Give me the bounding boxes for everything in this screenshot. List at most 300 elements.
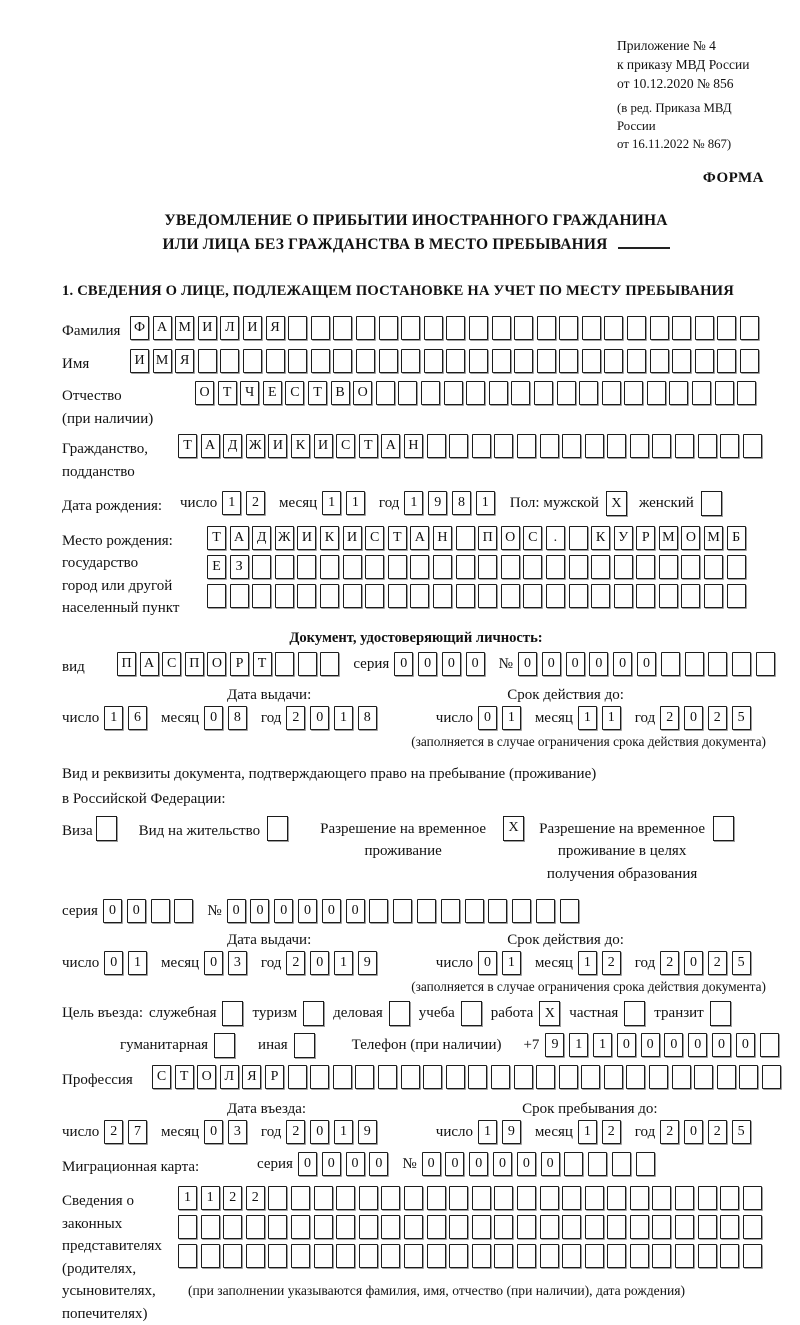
char-cell[interactable]	[446, 1065, 465, 1089]
char-cell[interactable]: 0	[664, 1033, 683, 1057]
char-cell[interactable]: Н	[433, 526, 452, 550]
char-cell[interactable]	[320, 555, 339, 579]
char-cell[interactable]	[369, 899, 388, 923]
char-cell[interactable]: 6	[128, 706, 147, 730]
char-cell[interactable]: А	[410, 526, 429, 550]
char-cell[interactable]: Д	[252, 526, 271, 550]
char-cell[interactable]	[252, 555, 271, 579]
char-cell[interactable]: Р	[265, 1065, 284, 1089]
char-cell[interactable]	[720, 1215, 739, 1239]
char-cell[interactable]: К	[591, 526, 610, 550]
char-cell[interactable]	[652, 1244, 671, 1268]
char-cell[interactable]: 2	[602, 1120, 621, 1144]
char-cell[interactable]: 1	[104, 706, 123, 730]
char-cell[interactable]	[675, 434, 694, 458]
char-cell[interactable]	[207, 584, 226, 608]
char-cell[interactable]: 1	[602, 706, 621, 730]
char-cell[interactable]	[562, 1186, 581, 1210]
char-cell[interactable]	[379, 316, 398, 340]
char-cell[interactable]	[468, 1065, 487, 1089]
char-cell[interactable]	[720, 434, 739, 458]
char-cell[interactable]: 0	[250, 899, 269, 923]
char-cell[interactable]: 1	[346, 491, 365, 515]
char-cell[interactable]: 0	[204, 706, 223, 730]
char-cell[interactable]	[604, 316, 623, 340]
char-cell[interactable]: Д	[223, 434, 242, 458]
char-cell[interactable]	[523, 584, 542, 608]
char-cell[interactable]	[288, 1065, 307, 1089]
char-cell[interactable]	[333, 349, 352, 373]
char-cell[interactable]: 5	[732, 951, 751, 975]
char-cell[interactable]: 1	[178, 1186, 197, 1210]
char-cell[interactable]	[737, 381, 756, 405]
char-cell[interactable]: Т	[218, 381, 237, 405]
char-cell[interactable]	[727, 555, 746, 579]
char-cell[interactable]: 2	[660, 951, 679, 975]
char-cell[interactable]: 0	[422, 1152, 441, 1176]
char-cell[interactable]	[760, 1033, 779, 1057]
char-cell[interactable]	[444, 381, 463, 405]
char-cell[interactable]: 2	[660, 706, 679, 730]
char-cell[interactable]	[401, 1065, 420, 1089]
char-cell[interactable]: Ф	[130, 316, 149, 340]
char-cell[interactable]: А	[153, 316, 172, 340]
char-cell[interactable]: 0	[204, 1120, 223, 1144]
char-cell[interactable]: Т	[388, 526, 407, 550]
char-cell[interactable]	[582, 349, 601, 373]
char-cell[interactable]	[491, 1065, 510, 1089]
char-cell[interactable]: 1	[334, 706, 353, 730]
char-cell[interactable]	[559, 1065, 578, 1089]
char-cell[interactable]	[698, 1215, 717, 1239]
char-cell[interactable]	[537, 316, 556, 340]
char-cell[interactable]	[511, 381, 530, 405]
char-cell[interactable]: 8	[228, 706, 247, 730]
char-cell[interactable]: И	[297, 526, 316, 550]
char-cell[interactable]: 9	[545, 1033, 564, 1057]
char-cell[interactable]: А	[201, 434, 220, 458]
char-cell[interactable]	[291, 1186, 310, 1210]
char-cell[interactable]	[562, 1215, 581, 1239]
char-cell[interactable]: 0	[104, 951, 123, 975]
char-cell[interactable]: 0	[445, 1152, 464, 1176]
char-cell[interactable]: И	[243, 316, 262, 340]
char-cell[interactable]	[652, 1186, 671, 1210]
char-cell[interactable]	[433, 584, 452, 608]
char-cell[interactable]	[501, 555, 520, 579]
char-cell[interactable]: 0	[684, 1120, 703, 1144]
char-cell[interactable]	[695, 349, 714, 373]
char-cell[interactable]	[607, 1244, 626, 1268]
char-cell[interactable]	[560, 899, 579, 923]
char-cell[interactable]: 2	[286, 706, 305, 730]
char-cell[interactable]: 2	[602, 951, 621, 975]
char-cell[interactable]: Р	[230, 652, 249, 676]
char-cell[interactable]	[630, 1186, 649, 1210]
char-cell[interactable]	[704, 555, 723, 579]
char-cell[interactable]: И	[268, 434, 287, 458]
char-cell[interactable]: З	[230, 555, 249, 579]
char-cell[interactable]: 0	[637, 652, 656, 676]
temp-residence-education-checkbox[interactable]	[713, 816, 734, 841]
char-cell[interactable]	[356, 349, 375, 373]
char-cell[interactable]	[427, 1244, 446, 1268]
char-cell[interactable]	[427, 434, 446, 458]
char-cell[interactable]	[320, 584, 339, 608]
char-cell[interactable]	[740, 316, 759, 340]
char-cell[interactable]: 0	[589, 652, 608, 676]
char-cell[interactable]	[607, 1186, 626, 1210]
char-cell[interactable]	[762, 1065, 781, 1089]
char-cell[interactable]: 0	[310, 951, 329, 975]
char-cell[interactable]: 0	[712, 1033, 731, 1057]
char-cell[interactable]	[692, 381, 711, 405]
purpose-study-checkbox[interactable]	[461, 1001, 482, 1026]
char-cell[interactable]	[698, 434, 717, 458]
char-cell[interactable]	[540, 1244, 559, 1268]
char-cell[interactable]	[681, 555, 700, 579]
char-cell[interactable]	[517, 1244, 536, 1268]
char-cell[interactable]	[727, 584, 746, 608]
char-cell[interactable]: 1	[569, 1033, 588, 1057]
char-cell[interactable]	[343, 584, 362, 608]
char-cell[interactable]	[456, 584, 475, 608]
char-cell[interactable]: 2	[708, 1120, 727, 1144]
char-cell[interactable]: 7	[128, 1120, 147, 1144]
char-cell[interactable]: Я	[175, 349, 194, 373]
char-cell[interactable]	[456, 555, 475, 579]
char-cell[interactable]: 0	[103, 899, 122, 923]
char-cell[interactable]	[174, 899, 193, 923]
char-cell[interactable]	[740, 349, 759, 373]
char-cell[interactable]	[717, 316, 736, 340]
char-cell[interactable]: 0	[298, 899, 317, 923]
char-cell[interactable]	[708, 652, 727, 676]
char-cell[interactable]	[698, 1186, 717, 1210]
char-cell[interactable]: Б	[727, 526, 746, 550]
char-cell[interactable]	[585, 1186, 604, 1210]
char-cell[interactable]	[456, 526, 475, 550]
char-cell[interactable]	[355, 1065, 374, 1089]
char-cell[interactable]: 2	[246, 491, 265, 515]
char-cell[interactable]	[659, 555, 678, 579]
char-cell[interactable]: 5	[732, 1120, 751, 1144]
char-cell[interactable]	[427, 1186, 446, 1210]
char-cell[interactable]	[614, 555, 633, 579]
char-cell[interactable]	[630, 434, 649, 458]
char-cell[interactable]: Т	[207, 526, 226, 550]
char-cell[interactable]: 8	[452, 491, 471, 515]
char-cell[interactable]	[695, 316, 714, 340]
char-cell[interactable]: Л	[220, 316, 239, 340]
char-cell[interactable]	[268, 1186, 287, 1210]
char-cell[interactable]	[534, 381, 553, 405]
char-cell[interactable]: 2	[104, 1120, 123, 1144]
char-cell[interactable]	[514, 1065, 533, 1089]
char-cell[interactable]	[472, 1186, 491, 1210]
char-cell[interactable]	[288, 316, 307, 340]
char-cell[interactable]: П	[478, 526, 497, 550]
purpose-official-checkbox[interactable]	[222, 1001, 243, 1026]
char-cell[interactable]: 1	[578, 951, 597, 975]
char-cell[interactable]	[661, 652, 680, 676]
char-cell[interactable]	[268, 1215, 287, 1239]
char-cell[interactable]: 8	[358, 706, 377, 730]
char-cell[interactable]	[536, 1065, 555, 1089]
char-cell[interactable]: Ж	[275, 526, 294, 550]
char-cell[interactable]	[743, 434, 762, 458]
char-cell[interactable]: 0	[613, 652, 632, 676]
char-cell[interactable]: У	[614, 526, 633, 550]
char-cell[interactable]: 2	[286, 1120, 305, 1144]
char-cell[interactable]	[376, 381, 395, 405]
char-cell[interactable]	[627, 349, 646, 373]
purpose-transit-checkbox[interactable]	[710, 1001, 731, 1026]
char-cell[interactable]: О	[195, 381, 214, 405]
char-cell[interactable]	[559, 349, 578, 373]
char-cell[interactable]	[698, 1244, 717, 1268]
char-cell[interactable]	[591, 555, 610, 579]
char-cell[interactable]	[585, 1244, 604, 1268]
char-cell[interactable]	[336, 1215, 355, 1239]
char-cell[interactable]	[178, 1215, 197, 1239]
char-cell[interactable]	[201, 1215, 220, 1239]
char-cell[interactable]	[675, 1215, 694, 1239]
char-cell[interactable]	[314, 1186, 333, 1210]
purpose-other-checkbox[interactable]	[294, 1033, 315, 1058]
char-cell[interactable]: 1	[593, 1033, 612, 1057]
char-cell[interactable]: 0	[310, 1120, 329, 1144]
char-cell[interactable]	[246, 1244, 265, 1268]
char-cell[interactable]	[585, 434, 604, 458]
char-cell[interactable]	[559, 316, 578, 340]
char-cell[interactable]	[564, 1152, 583, 1176]
char-cell[interactable]	[650, 349, 669, 373]
char-cell[interactable]	[630, 1215, 649, 1239]
char-cell[interactable]: 1	[502, 706, 521, 730]
char-cell[interactable]: Т	[359, 434, 378, 458]
char-cell[interactable]: 0	[466, 652, 485, 676]
char-cell[interactable]	[449, 1186, 468, 1210]
char-cell[interactable]: 1	[578, 706, 597, 730]
char-cell[interactable]: 0	[322, 1152, 341, 1176]
char-cell[interactable]	[569, 555, 588, 579]
char-cell[interactable]	[393, 899, 412, 923]
char-cell[interactable]	[288, 349, 307, 373]
char-cell[interactable]	[310, 1065, 329, 1089]
char-cell[interactable]	[579, 381, 598, 405]
char-cell[interactable]: А	[230, 526, 249, 550]
char-cell[interactable]	[624, 381, 643, 405]
char-cell[interactable]: 1	[322, 491, 341, 515]
char-cell[interactable]	[612, 1152, 631, 1176]
char-cell[interactable]: Я	[266, 316, 285, 340]
char-cell[interactable]	[465, 899, 484, 923]
char-cell[interactable]	[198, 349, 217, 373]
char-cell[interactable]	[659, 584, 678, 608]
char-cell[interactable]: 0	[641, 1033, 660, 1057]
char-cell[interactable]	[449, 1244, 468, 1268]
char-cell[interactable]: 0	[493, 1152, 512, 1176]
char-cell[interactable]	[333, 1065, 352, 1089]
char-cell[interactable]: О	[681, 526, 700, 550]
char-cell[interactable]	[297, 584, 316, 608]
char-cell[interactable]	[298, 652, 317, 676]
char-cell[interactable]	[494, 434, 513, 458]
char-cell[interactable]: 1	[222, 491, 241, 515]
char-cell[interactable]: С	[336, 434, 355, 458]
char-cell[interactable]: 0	[127, 899, 146, 923]
char-cell[interactable]: 0	[517, 1152, 536, 1176]
char-cell[interactable]	[536, 899, 555, 923]
char-cell[interactable]: 9	[358, 951, 377, 975]
char-cell[interactable]	[517, 1186, 536, 1210]
char-cell[interactable]	[649, 1065, 668, 1089]
char-cell[interactable]: 2	[660, 1120, 679, 1144]
char-cell[interactable]	[201, 1244, 220, 1268]
char-cell[interactable]: Т	[175, 1065, 194, 1089]
char-cell[interactable]: 1	[334, 1120, 353, 1144]
char-cell[interactable]: 2	[223, 1186, 242, 1210]
char-cell[interactable]: В	[331, 381, 350, 405]
char-cell[interactable]	[320, 652, 339, 676]
char-cell[interactable]: Ч	[240, 381, 259, 405]
char-cell[interactable]	[223, 1215, 242, 1239]
char-cell[interactable]: Е	[263, 381, 282, 405]
char-cell[interactable]	[739, 1065, 758, 1089]
char-cell[interactable]	[494, 1186, 513, 1210]
char-cell[interactable]	[336, 1186, 355, 1210]
char-cell[interactable]	[379, 349, 398, 373]
char-cell[interactable]	[410, 555, 429, 579]
char-cell[interactable]: И	[343, 526, 362, 550]
char-cell[interactable]	[514, 316, 533, 340]
char-cell[interactable]	[449, 1215, 468, 1239]
char-cell[interactable]	[223, 1244, 242, 1268]
char-cell[interactable]	[562, 434, 581, 458]
char-cell[interactable]	[514, 349, 533, 373]
char-cell[interactable]	[359, 1215, 378, 1239]
char-cell[interactable]: С	[162, 652, 181, 676]
char-cell[interactable]	[546, 584, 565, 608]
char-cell[interactable]	[472, 1244, 491, 1268]
char-cell[interactable]	[672, 1065, 691, 1089]
char-cell[interactable]: 9	[502, 1120, 521, 1144]
char-cell[interactable]	[540, 434, 559, 458]
char-cell[interactable]	[381, 1244, 400, 1268]
char-cell[interactable]	[449, 434, 468, 458]
char-cell[interactable]	[540, 1215, 559, 1239]
char-cell[interactable]	[517, 434, 536, 458]
char-cell[interactable]	[423, 1065, 442, 1089]
char-cell[interactable]	[401, 316, 420, 340]
char-cell[interactable]	[607, 1215, 626, 1239]
char-cell[interactable]: 1	[201, 1186, 220, 1210]
char-cell[interactable]	[569, 526, 588, 550]
char-cell[interactable]	[647, 381, 666, 405]
char-cell[interactable]	[421, 381, 440, 405]
char-cell[interactable]	[512, 899, 531, 923]
char-cell[interactable]	[517, 1215, 536, 1239]
char-cell[interactable]	[311, 349, 330, 373]
char-cell[interactable]: 0	[684, 951, 703, 975]
char-cell[interactable]: 0	[684, 706, 703, 730]
char-cell[interactable]	[398, 381, 417, 405]
sex-female-checkbox[interactable]	[701, 491, 722, 516]
sex-male-checkbox[interactable]: X	[606, 491, 627, 516]
purpose-work-checkbox[interactable]: X	[539, 1001, 560, 1026]
char-cell[interactable]: 0	[688, 1033, 707, 1057]
char-cell[interactable]: Т	[253, 652, 272, 676]
char-cell[interactable]	[230, 584, 249, 608]
char-cell[interactable]	[314, 1215, 333, 1239]
char-cell[interactable]	[489, 381, 508, 405]
char-cell[interactable]: П	[117, 652, 136, 676]
char-cell[interactable]: М	[175, 316, 194, 340]
char-cell[interactable]	[720, 1186, 739, 1210]
char-cell[interactable]	[424, 349, 443, 373]
char-cell[interactable]	[252, 584, 271, 608]
char-cell[interactable]	[291, 1215, 310, 1239]
char-cell[interactable]: Л	[220, 1065, 239, 1089]
char-cell[interactable]	[494, 1215, 513, 1239]
char-cell[interactable]: 1	[404, 491, 423, 515]
char-cell[interactable]	[466, 381, 485, 405]
char-cell[interactable]	[675, 1186, 694, 1210]
char-cell[interactable]: А	[381, 434, 400, 458]
char-cell[interactable]	[275, 652, 294, 676]
char-cell[interactable]	[607, 434, 626, 458]
char-cell[interactable]	[314, 1244, 333, 1268]
char-cell[interactable]	[388, 555, 407, 579]
char-cell[interactable]: Я	[242, 1065, 261, 1089]
char-cell[interactable]	[557, 381, 576, 405]
char-cell[interactable]	[365, 555, 384, 579]
char-cell[interactable]: О	[353, 381, 372, 405]
char-cell[interactable]	[275, 584, 294, 608]
char-cell[interactable]	[404, 1215, 423, 1239]
char-cell[interactable]: 2	[708, 706, 727, 730]
char-cell[interactable]	[652, 434, 671, 458]
char-cell[interactable]	[743, 1215, 762, 1239]
char-cell[interactable]	[546, 555, 565, 579]
char-cell[interactable]	[297, 555, 316, 579]
purpose-tourism-checkbox[interactable]	[303, 1001, 324, 1026]
char-cell[interactable]: 0	[566, 652, 585, 676]
char-cell[interactable]	[343, 555, 362, 579]
char-cell[interactable]	[630, 1244, 649, 1268]
char-cell[interactable]: 1	[334, 951, 353, 975]
char-cell[interactable]	[446, 349, 465, 373]
char-cell[interactable]	[424, 316, 443, 340]
char-cell[interactable]: 0	[322, 899, 341, 923]
char-cell[interactable]	[669, 381, 688, 405]
char-cell[interactable]	[151, 899, 170, 923]
char-cell[interactable]: С	[523, 526, 542, 550]
char-cell[interactable]: С	[152, 1065, 171, 1089]
char-cell[interactable]	[537, 349, 556, 373]
char-cell[interactable]: 0	[542, 652, 561, 676]
char-cell[interactable]: 2	[286, 951, 305, 975]
char-cell[interactable]: 3	[228, 1120, 247, 1144]
char-cell[interactable]	[626, 1065, 645, 1089]
char-cell[interactable]: 1	[128, 951, 147, 975]
char-cell[interactable]	[291, 1244, 310, 1268]
char-cell[interactable]	[562, 1244, 581, 1268]
char-cell[interactable]	[381, 1186, 400, 1210]
char-cell[interactable]: 1	[502, 951, 521, 975]
char-cell[interactable]	[494, 1244, 513, 1268]
